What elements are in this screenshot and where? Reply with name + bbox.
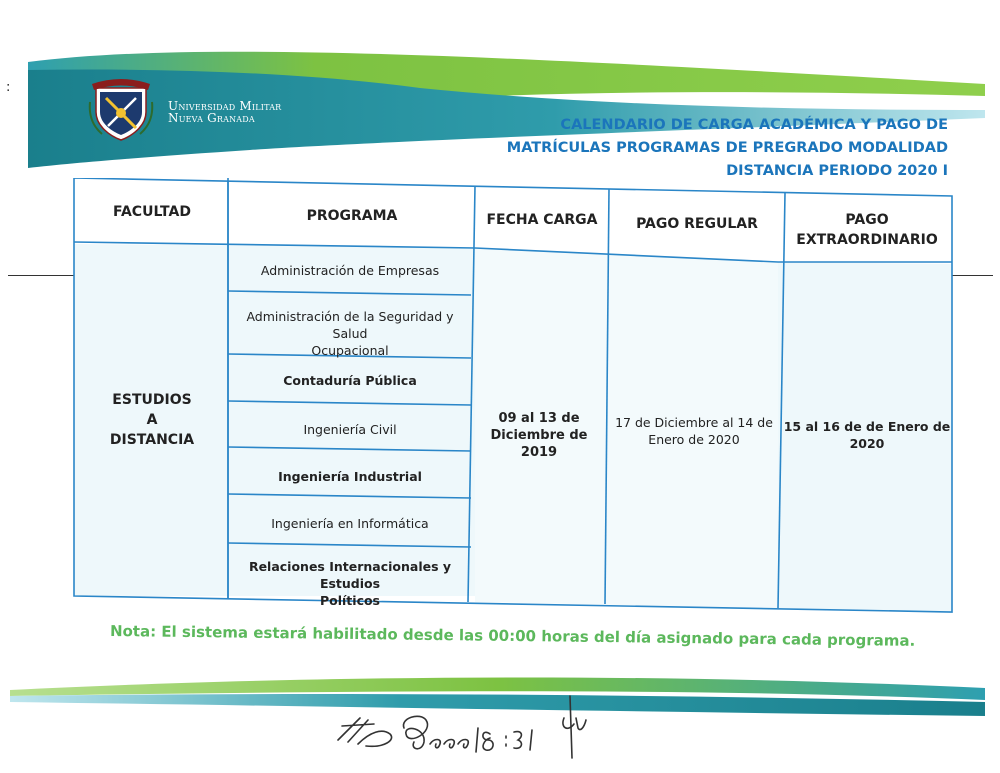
document-title	[468, 114, 948, 183]
header-programa: PROGRAMA	[306, 208, 398, 224]
stray-mark: :	[6, 80, 11, 95]
program-name: Ingeniería Industrial	[278, 469, 422, 484]
note-text: Nota: El sistema estará habilitado desde las 00:00 horas del día asignado para cada programa.	[109, 622, 916, 650]
program-name: Ingeniería Civil	[303, 422, 397, 437]
pago-regular-value	[608, 414, 780, 448]
program-row	[232, 308, 468, 359]
program-row	[232, 468, 468, 485]
pago-extraordinario-value	[782, 418, 952, 452]
document-title-line3: DISTANCIA PERIODO 2020 I	[726, 163, 948, 179]
header-fecha-carga: FECHA CARGA	[486, 212, 598, 228]
university-name	[168, 100, 281, 124]
pago-regular-line2: Enero de 2020	[648, 432, 740, 447]
program-name: Administración de Empresas	[260, 263, 440, 278]
program-row	[232, 515, 468, 532]
document-title-line2: MATRÍCULAS PROGRAMAS DE PREGRADO MODALIDAD	[506, 140, 948, 156]
pago-regular-line1: 17 de Diciembre al 14 de	[615, 415, 773, 430]
header-pago-extra-line1: PAGO	[845, 212, 889, 228]
university-name-line1: Universidad Militar	[168, 99, 282, 113]
facultad-cell	[80, 390, 224, 450]
header-pago-extraordinario	[784, 210, 950, 250]
program-name: Contaduría Pública	[283, 373, 417, 388]
header-pago-regular: PAGO REGULAR	[636, 216, 758, 232]
fecha-carga-line2: Diciembre de 2019	[490, 428, 588, 460]
program-row	[232, 372, 468, 389]
program-row	[232, 421, 468, 438]
program-row	[232, 262, 468, 279]
university-name-line2: Nueva Granada	[168, 111, 255, 125]
pago-extra-line2: 2020	[849, 436, 885, 451]
fecha-carga-line1: 09 al 13 de	[498, 411, 580, 426]
facultad-line2: A	[146, 412, 158, 428]
header-facultad: FACULTAD	[113, 204, 191, 220]
fecha-carga-value	[472, 410, 606, 461]
program-name-cont: Ocupacional	[311, 343, 389, 358]
university-crest-logo	[86, 72, 156, 142]
handwritten-signature	[330, 688, 620, 768]
header-pago-extra-line2: EXTRAORDINARIO	[796, 232, 938, 248]
program-name-cont: Políticos	[319, 593, 381, 608]
schedule-table	[72, 178, 956, 614]
program-name: Ingeniería en Informática	[271, 516, 429, 531]
program-row	[232, 558, 468, 609]
program-name: Administración de la Seguridad y Salud	[246, 309, 454, 341]
facultad-line1: ESTUDIOS	[112, 392, 192, 408]
facultad-line3: DISTANCIA	[109, 432, 195, 448]
document-title-line1: CALENDARIO DE CARGA ACADÉMICA Y PAGO DE	[560, 117, 948, 133]
pago-extra-line1: 15 al 16 de de Enero de	[783, 419, 951, 434]
program-name: Relaciones Internacionales y Estudios	[248, 559, 452, 591]
